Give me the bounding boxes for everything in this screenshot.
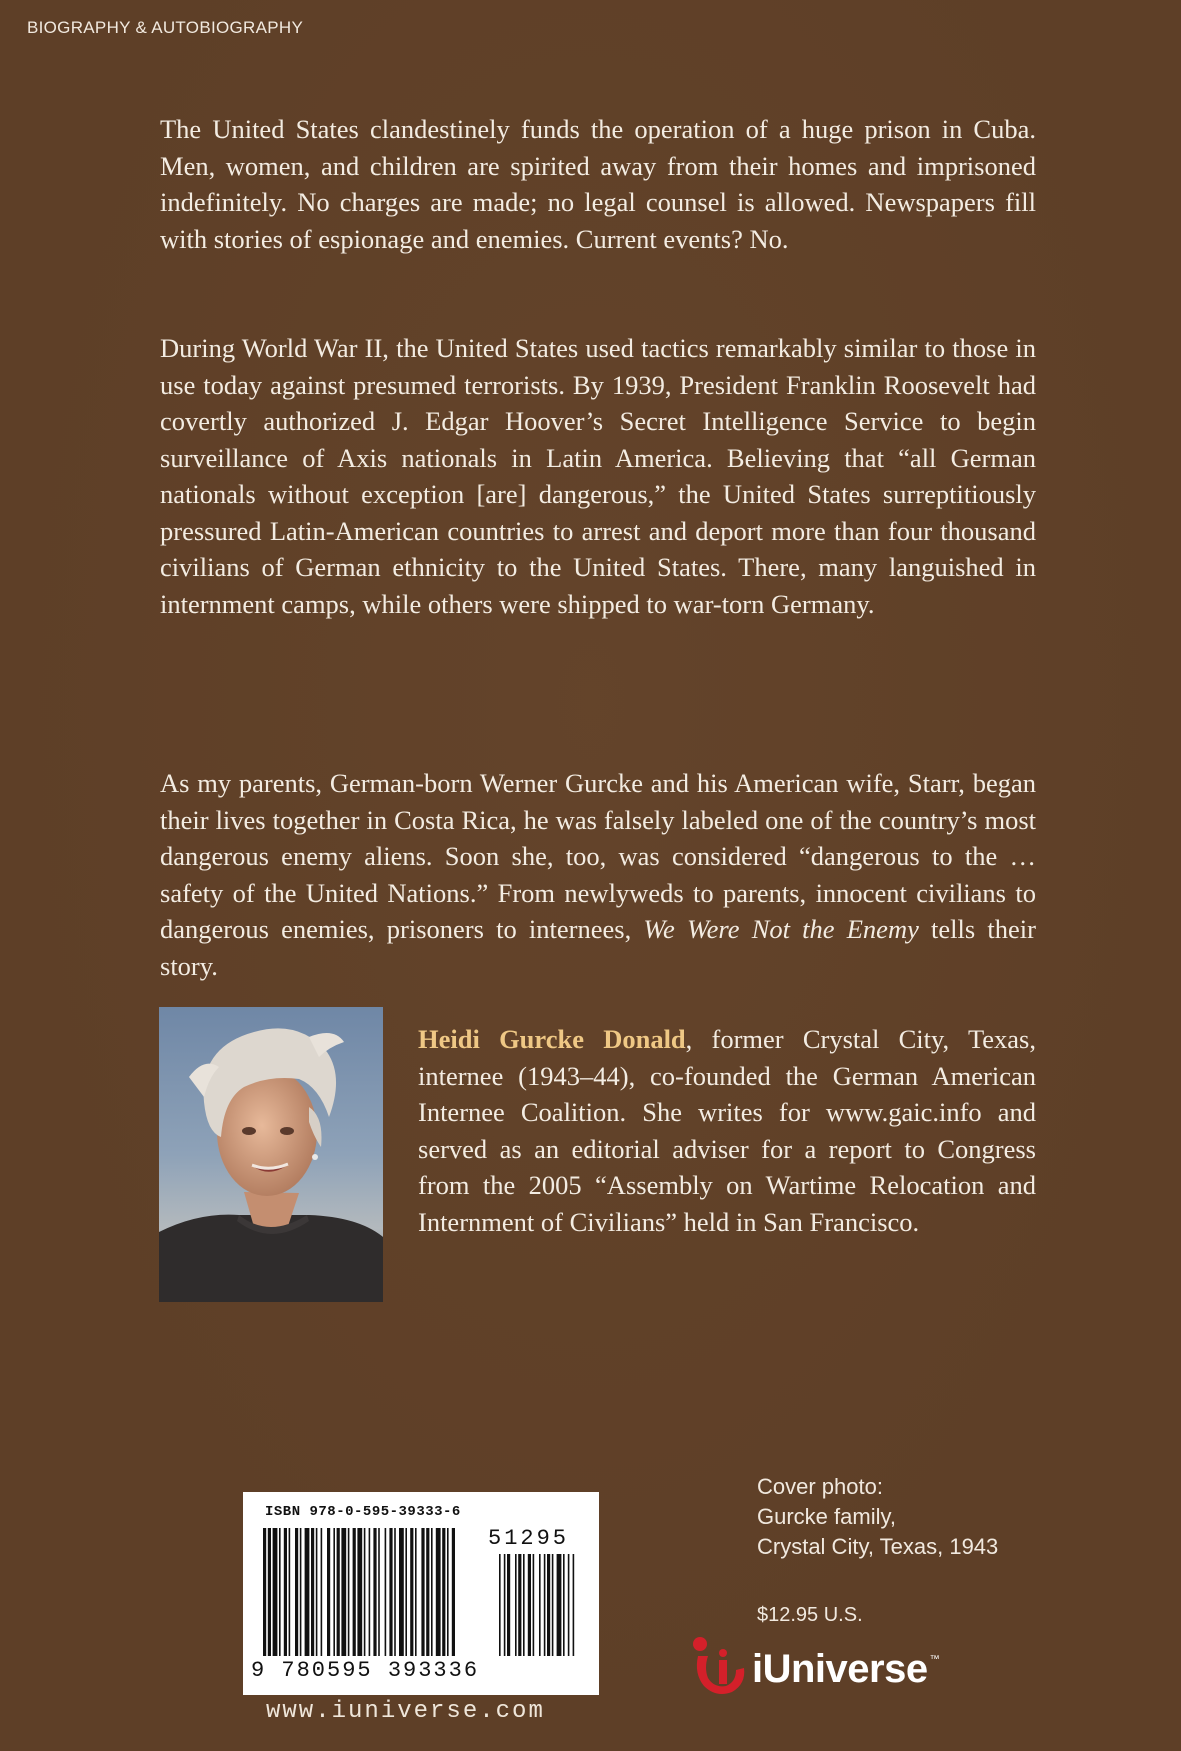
author-bio-text: , former Crystal City, Texas, internee (1943–44), co-founded the German American Internee Coalition. She writes for www.gaic.info and served as an editorial adviser for a report to Congress from the 2005 “Assembly on Wartime Relocation and Internment of Civilians” held in San Francisco. bbox=[418, 1024, 1036, 1237]
isbn-barcode bbox=[243, 1492, 599, 1695]
blurb-paragraph-2: During World War II, the United States used tactics remarkably similar to those in use today against presumed terrorists. By 1939, President Franklin Roosevelt had covertly authorized J. Edgar Hoover’s Secret Intelligence Service to begin surveillance of Axis nationals in Latin America. Believing that “all German nationals without exception [are] dangerous,” the United States surreptitiously pressured Latin-American countries to arrest and deport more than four thousand civilians of German ethnicity to the United States. There, many languished in internment camps, while others were shipped to war-torn Germany. bbox=[160, 333, 1036, 619]
cover-photo-credit bbox=[757, 1472, 998, 1562]
category-label: BIOGRAPHY & AUTOBIOGRAPHY bbox=[27, 18, 304, 37]
website-url: www.iuniverse.com bbox=[266, 1698, 545, 1725]
cover-credit-line-2: Gurcke family, bbox=[757, 1504, 896, 1529]
blurb-paragraph-3-text: As my parents, German-born Werner Gurcke and his American wife, Starr, began their lives together in Costa Rica, he was falsely labeled one of the country’s most dangerous enemy aliens. Soon she, too, was considered “dangerous to the … safety of the United Nations.” From newlyweds to parents, innocent civilians to dangerous enemies, prisoners to internees, bbox=[160, 768, 1036, 944]
book-title: We Were Not the Enemy bbox=[643, 914, 919, 944]
price-label: $12.95 U.S. bbox=[757, 1604, 863, 1626]
publisher-logo bbox=[690, 1634, 940, 1704]
price-code: 51295 bbox=[488, 1526, 570, 1551]
author-name: Heidi Gurcke Donald bbox=[418, 1024, 686, 1054]
ean-digits: 9 780595 393336 bbox=[251, 1658, 480, 1683]
isbn-label: ISBN 978-0-595-39333-6 bbox=[265, 1504, 461, 1520]
trademark-symbol: ™ bbox=[929, 1654, 940, 1665]
blurb-paragraph-3-end: tells their story. bbox=[160, 914, 1036, 981]
author-photo bbox=[159, 1007, 383, 1302]
iuniverse-logo-icon bbox=[690, 1634, 750, 1704]
cover-credit-line-3: Crystal City, Texas, 1943 bbox=[757, 1534, 999, 1559]
barcode-bars bbox=[263, 1528, 593, 1663]
author-bio bbox=[418, 1021, 1036, 1240]
blurb-paragraph-1: The United States clandestinely funds the operation of a huge prison in Cuba. Men, women, and children are spirited away from their homes and imprisoned indefinitely. No charges are made; no legal counsel is allowed. Newspapers fill with stories of espionage and enemies. Current events? No. bbox=[160, 114, 1036, 254]
cover-credit-line-1: Cover photo: bbox=[757, 1474, 883, 1499]
blurb-paragraph-3 bbox=[160, 765, 1036, 984]
publisher-name: iUniverse bbox=[752, 1646, 928, 1691]
